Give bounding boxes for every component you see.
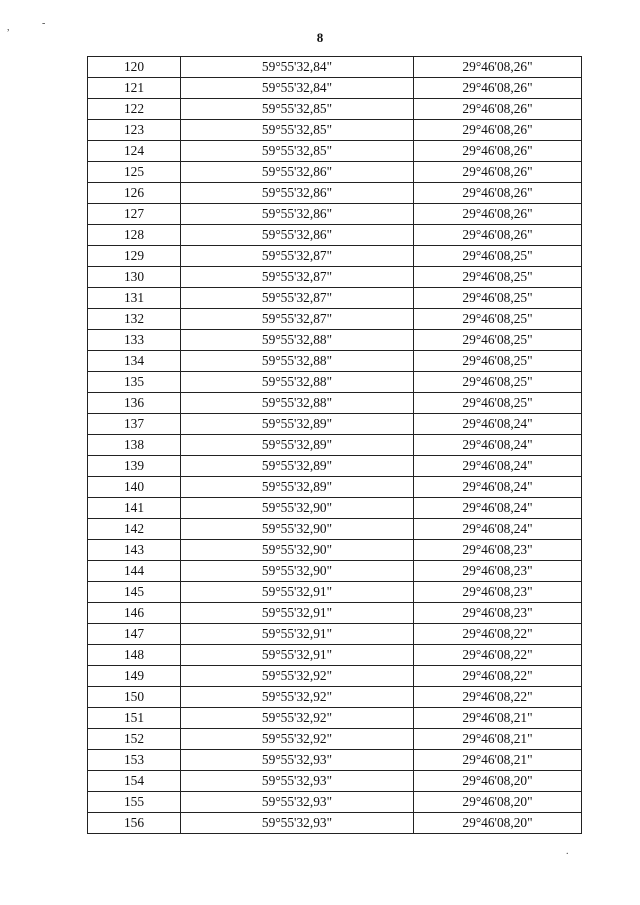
table-row	[88, 330, 582, 351]
longitude-cell: 29°46'08,24"	[414, 414, 582, 435]
table-row	[88, 288, 582, 309]
table-row	[88, 729, 582, 750]
latitude-cell: 59°55'32,88"	[181, 351, 414, 372]
longitude-cell: 29°46'08,24"	[414, 498, 582, 519]
longitude-cell: 29°46'08,25"	[414, 309, 582, 330]
latitude-cell: 59°55'32,86"	[181, 225, 414, 246]
latitude-cell: 59°55'32,93"	[181, 750, 414, 771]
table-row	[88, 225, 582, 246]
table-row	[88, 498, 582, 519]
table-row	[88, 309, 582, 330]
point-number-cell: 144	[88, 561, 181, 582]
latitude-cell: 59°55'32,93"	[181, 792, 414, 813]
latitude-cell: 59°55'32,84"	[181, 78, 414, 99]
longitude-cell: 29°46'08,23"	[414, 603, 582, 624]
coordinates-table	[87, 56, 582, 834]
table-row	[88, 99, 582, 120]
table-row	[88, 57, 582, 78]
point-number-cell: 154	[88, 771, 181, 792]
table-row	[88, 750, 582, 771]
table-row	[88, 687, 582, 708]
table-row	[88, 540, 582, 561]
point-number-cell: 128	[88, 225, 181, 246]
point-number-cell: 155	[88, 792, 181, 813]
table-row	[88, 414, 582, 435]
point-number-cell: 136	[88, 393, 181, 414]
longitude-cell: 29°46'08,26"	[414, 141, 582, 162]
latitude-cell: 59°55'32,85"	[181, 120, 414, 141]
point-number-cell: 140	[88, 477, 181, 498]
latitude-cell: 59°55'32,89"	[181, 414, 414, 435]
table-row	[88, 771, 582, 792]
table-row	[88, 624, 582, 645]
longitude-cell: 29°46'08,25"	[414, 393, 582, 414]
longitude-cell: 29°46'08,20"	[414, 771, 582, 792]
longitude-cell: 29°46'08,25"	[414, 330, 582, 351]
point-number-cell: 127	[88, 204, 181, 225]
table-row	[88, 645, 582, 666]
table-row	[88, 372, 582, 393]
longitude-cell: 29°46'08,23"	[414, 561, 582, 582]
latitude-cell: 59°55'32,90"	[181, 498, 414, 519]
table-row	[88, 708, 582, 729]
point-number-cell: 124	[88, 141, 181, 162]
point-number-cell: 146	[88, 603, 181, 624]
point-number-cell: 152	[88, 729, 181, 750]
latitude-cell: 59°55'32,87"	[181, 309, 414, 330]
longitude-cell: 29°46'08,20"	[414, 813, 582, 834]
latitude-cell: 59°55'32,91"	[181, 582, 414, 603]
longitude-cell: 29°46'08,25"	[414, 351, 582, 372]
point-number-cell: 148	[88, 645, 181, 666]
latitude-cell: 59°55'32,92"	[181, 687, 414, 708]
longitude-cell: 29°46'08,22"	[414, 645, 582, 666]
latitude-cell: 59°55'32,89"	[181, 477, 414, 498]
point-number-cell: 137	[88, 414, 181, 435]
longitude-cell: 29°46'08,26"	[414, 162, 582, 183]
longitude-cell: 29°46'08,22"	[414, 666, 582, 687]
table-row	[88, 351, 582, 372]
point-number-cell: 142	[88, 519, 181, 540]
point-number-cell: 130	[88, 267, 181, 288]
point-number-cell: 149	[88, 666, 181, 687]
longitude-cell: 29°46'08,26"	[414, 225, 582, 246]
longitude-cell: 29°46'08,21"	[414, 750, 582, 771]
latitude-cell: 59°55'32,88"	[181, 393, 414, 414]
latitude-cell: 59°55'32,90"	[181, 519, 414, 540]
longitude-cell: 29°46'08,24"	[414, 477, 582, 498]
longitude-cell: 29°46'08,25"	[414, 372, 582, 393]
point-number-cell: 143	[88, 540, 181, 561]
latitude-cell: 59°55'32,85"	[181, 141, 414, 162]
point-number-cell: 122	[88, 99, 181, 120]
longitude-cell: 29°46'08,24"	[414, 519, 582, 540]
latitude-cell: 59°55'32,87"	[181, 288, 414, 309]
table-row	[88, 435, 582, 456]
latitude-cell: 59°55'32,91"	[181, 624, 414, 645]
longitude-cell: 29°46'08,21"	[414, 708, 582, 729]
latitude-cell: 59°55'32,90"	[181, 561, 414, 582]
table-row	[88, 792, 582, 813]
table-row	[88, 582, 582, 603]
table-row	[88, 141, 582, 162]
point-number-cell: 135	[88, 372, 181, 393]
table-row	[88, 204, 582, 225]
latitude-cell: 59°55'32,86"	[181, 204, 414, 225]
point-number-cell: 150	[88, 687, 181, 708]
point-number-cell: 132	[88, 309, 181, 330]
table-row	[88, 78, 582, 99]
latitude-cell: 59°55'32,86"	[181, 183, 414, 204]
point-number-cell: 120	[88, 57, 181, 78]
latitude-cell: 59°55'32,87"	[181, 246, 414, 267]
longitude-cell: 29°46'08,26"	[414, 204, 582, 225]
point-number-cell: 123	[88, 120, 181, 141]
table-row	[88, 162, 582, 183]
table-row	[88, 456, 582, 477]
latitude-cell: 59°55'32,93"	[181, 771, 414, 792]
point-number-cell: 121	[88, 78, 181, 99]
latitude-cell: 59°55'32,91"	[181, 645, 414, 666]
longitude-cell: 29°46'08,22"	[414, 624, 582, 645]
longitude-cell: 29°46'08,23"	[414, 540, 582, 561]
point-number-cell: 129	[88, 246, 181, 267]
longitude-cell: 29°46'08,26"	[414, 57, 582, 78]
point-number-cell: 145	[88, 582, 181, 603]
longitude-cell: 29°46'08,26"	[414, 78, 582, 99]
longitude-cell: 29°46'08,20"	[414, 792, 582, 813]
longitude-cell: 29°46'08,26"	[414, 183, 582, 204]
latitude-cell: 59°55'32,91"	[181, 603, 414, 624]
longitude-cell: 29°46'08,26"	[414, 120, 582, 141]
longitude-cell: 29°46'08,25"	[414, 267, 582, 288]
table-row	[88, 813, 582, 834]
longitude-cell: 29°46'08,21"	[414, 729, 582, 750]
latitude-cell: 59°55'32,85"	[181, 99, 414, 120]
table-row	[88, 603, 582, 624]
point-number-cell: 153	[88, 750, 181, 771]
latitude-cell: 59°55'32,90"	[181, 540, 414, 561]
table-row	[88, 561, 582, 582]
point-number-cell: 134	[88, 351, 181, 372]
longitude-cell: 29°46'08,23"	[414, 582, 582, 603]
table-row	[88, 267, 582, 288]
point-number-cell: 156	[88, 813, 181, 834]
latitude-cell: 59°55'32,92"	[181, 729, 414, 750]
table-row	[88, 519, 582, 540]
point-number-cell: 141	[88, 498, 181, 519]
latitude-cell: 59°55'32,88"	[181, 372, 414, 393]
longitude-cell: 29°46'08,25"	[414, 246, 582, 267]
scan-mark: .	[566, 846, 569, 857]
longitude-cell: 29°46'08,24"	[414, 456, 582, 477]
page-number: 8	[316, 30, 324, 45]
table-row	[88, 393, 582, 414]
latitude-cell: 59°55'32,89"	[181, 435, 414, 456]
longitude-cell: 29°46'08,22"	[414, 687, 582, 708]
longitude-cell: 29°46'08,25"	[414, 288, 582, 309]
point-number-cell: 151	[88, 708, 181, 729]
latitude-cell: 59°55'32,92"	[181, 708, 414, 729]
point-number-cell: 147	[88, 624, 181, 645]
table-row	[88, 666, 582, 687]
latitude-cell: 59°55'32,86"	[181, 162, 414, 183]
coordinates-table-body	[88, 57, 582, 834]
point-number-cell: 126	[88, 183, 181, 204]
point-number-cell: 125	[88, 162, 181, 183]
point-number-cell: 138	[88, 435, 181, 456]
latitude-cell: 59°55'32,89"	[181, 456, 414, 477]
latitude-cell: 59°55'32,93"	[181, 813, 414, 834]
table-row	[88, 120, 582, 141]
table-row	[88, 477, 582, 498]
latitude-cell: 59°55'32,92"	[181, 666, 414, 687]
latitude-cell: 59°55'32,87"	[181, 267, 414, 288]
table-row	[88, 246, 582, 267]
point-number-cell: 131	[88, 288, 181, 309]
scan-mark: ,	[7, 22, 10, 33]
point-number-cell: 139	[88, 456, 181, 477]
longitude-cell: 29°46'08,24"	[414, 435, 582, 456]
longitude-cell: 29°46'08,26"	[414, 99, 582, 120]
latitude-cell: 59°55'32,88"	[181, 330, 414, 351]
scan-mark: -	[42, 18, 46, 29]
point-number-cell: 133	[88, 330, 181, 351]
table-row	[88, 183, 582, 204]
latitude-cell: 59°55'32,84"	[181, 57, 414, 78]
